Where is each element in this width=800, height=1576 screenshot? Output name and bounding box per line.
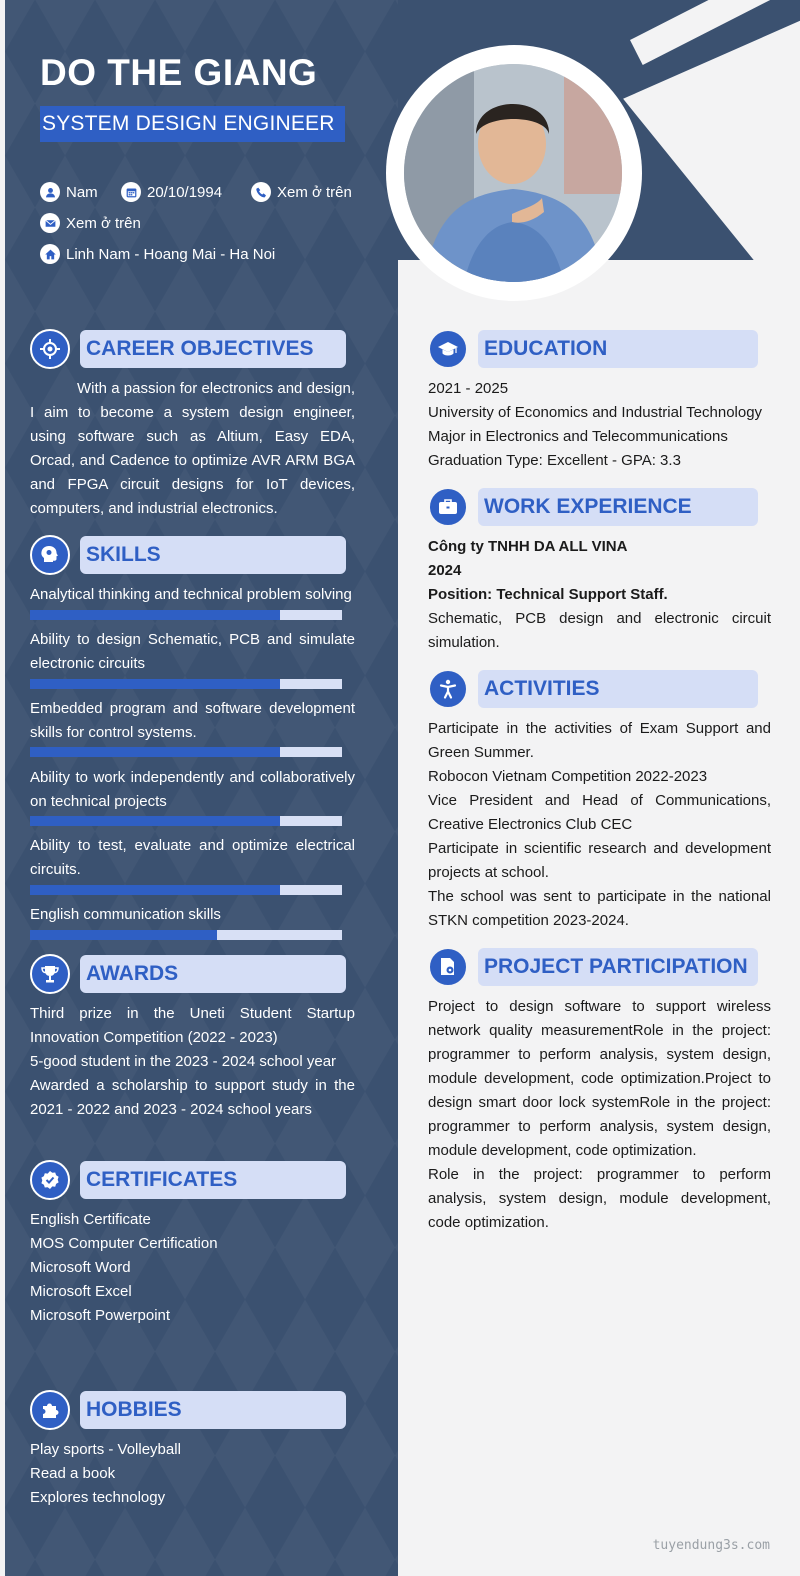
skill-level-fill xyxy=(30,747,280,757)
skill-label: Ability to test, evaluate and optimize electrical circuits. xyxy=(30,837,355,878)
skill-level-bar xyxy=(30,930,342,940)
section-title: WORK EXPERIENCE xyxy=(478,488,758,526)
activities-list xyxy=(428,717,771,933)
skill-level-fill xyxy=(30,885,280,895)
skill-label: Ability to design Schematic, PCB and simulate electronic circuits xyxy=(30,631,355,672)
contact-email xyxy=(40,213,141,233)
career-text xyxy=(30,377,355,521)
section-title: CERTIFICATES xyxy=(80,1161,346,1199)
award-item: Awarded a scholarship to support study in the 2021 - 2022 and 2023 - 2024 school years xyxy=(30,1077,355,1118)
skill-label: Embedded program and software development skills for control systems. xyxy=(30,700,355,741)
hobbies-list xyxy=(30,1438,355,1510)
avatar-photo xyxy=(404,64,622,282)
hobby-item: Read a book xyxy=(30,1465,116,1482)
skill-level-fill xyxy=(30,930,217,940)
badge-check-icon xyxy=(30,1160,70,1200)
education-major: Major in Electronics and Telecommunications xyxy=(428,428,728,445)
skill-level-bar xyxy=(30,747,342,757)
skill-level-fill xyxy=(30,610,280,620)
puzzle-icon xyxy=(30,1390,70,1430)
work-year: 2024 xyxy=(428,562,462,579)
watermark: tuyendung3s.com xyxy=(652,1538,770,1553)
skill-label: Analytical thinking and technical problem solving xyxy=(30,586,352,603)
project-item: Role in the project: programmer to perform analysis, system design, module development, code optimization. xyxy=(428,1166,771,1231)
address-value: Linh Nam - Hoang Mai - Ha Noi xyxy=(66,245,276,263)
skill-label: English communication skills xyxy=(30,906,221,923)
user-icon xyxy=(40,182,60,202)
gender-value: Nam xyxy=(66,183,98,201)
section-title: SKILLS xyxy=(80,536,346,574)
work-details xyxy=(428,535,771,655)
briefcase-icon xyxy=(428,487,468,527)
section-title: PROJECT PARTICIPATION xyxy=(478,948,758,986)
career-paragraph: With a passion for electronics and design, I aim to become a system design engineer, using software such as Altium, Easy EDA, Orcad, and Cadence to optimize AVR ARM BGA and FPGA circuit designs for IoT devices, computers, and industrial electronics. xyxy=(30,380,355,517)
skill-level-fill xyxy=(30,679,280,689)
contact-gender xyxy=(40,182,98,202)
skill-level-bar xyxy=(30,610,342,620)
certificate-item: Microsoft Excel xyxy=(30,1283,132,1300)
skill-level-bar xyxy=(30,816,342,826)
certificate-item: Microsoft Powerpoint xyxy=(30,1307,171,1324)
contact-dob xyxy=(121,182,222,202)
skill-level-bar xyxy=(30,885,342,895)
activity-item: Robocon Vietnam Competition 2022-2023 xyxy=(428,768,708,785)
certificates-heading xyxy=(30,1160,346,1200)
contact-phone xyxy=(251,182,352,202)
activities-heading xyxy=(428,669,758,709)
certificate-item: MOS Computer Certification xyxy=(30,1235,218,1252)
calendar-icon xyxy=(121,182,141,202)
hobbies-heading xyxy=(30,1390,346,1430)
home-icon xyxy=(40,244,60,264)
education-period: 2021 - 2025 xyxy=(428,380,509,397)
activity-item: Vice President and Head of Communications, Creative Electronics Club CEC xyxy=(428,792,771,833)
skill-label: Ability to work independently and collaboratively on technical projects xyxy=(30,769,355,810)
education-details xyxy=(428,377,773,473)
work-heading xyxy=(428,487,758,527)
hobby-item: Play sports - Volleyball xyxy=(30,1441,181,1458)
projects-heading xyxy=(428,947,758,987)
candidate-name: DO THE GIANG xyxy=(40,52,318,93)
brain-icon xyxy=(30,535,70,575)
award-item: Third prize in the Uneti Student Startup Innovation Competition (2022 - 2023) xyxy=(30,1005,355,1046)
certificate-item: English Certificate xyxy=(30,1211,151,1228)
job-title: SYSTEM DESIGN ENGINEER xyxy=(40,106,345,142)
graduation-cap-icon xyxy=(428,329,468,369)
skill-level-bar xyxy=(30,679,342,689)
activity-item: Participate in scientific research and development projects at school. xyxy=(428,840,771,881)
education-school: University of Economics and Industrial Technology xyxy=(428,404,763,421)
certificates-list xyxy=(30,1208,355,1328)
section-title: ACTIVITIES xyxy=(478,670,758,708)
section-title: EDUCATION xyxy=(478,330,758,368)
awards-list xyxy=(30,1002,355,1122)
awards-heading xyxy=(30,954,346,994)
trophy-icon xyxy=(30,954,70,994)
accessibility-icon xyxy=(428,669,468,709)
phone-icon xyxy=(251,182,271,202)
section-title: HOBBIES xyxy=(80,1391,346,1429)
avatar xyxy=(404,64,622,282)
hobby-item: Explores technology xyxy=(30,1489,166,1506)
work-position: Position: Technical Support Staff. xyxy=(428,586,668,603)
project-item: Project to design software to support wireless network quality measurementRole in the project: programmer to perform analysis, system design, module development, code optimization.Project to design smart door lock systemRole in the project: programmer to perform analysis, system design, module development, code optimization. xyxy=(428,998,771,1159)
skill-level-fill xyxy=(30,816,280,826)
work-description: Schematic, PCB design and electronic circuit simulation. xyxy=(428,610,771,651)
education-graduation: Graduation Type: Excellent - GPA: 3.3 xyxy=(428,452,681,469)
contact-address xyxy=(40,244,275,264)
education-heading xyxy=(428,329,758,369)
activity-item: The school was sent to participate in the national STKN competition 2023-2024. xyxy=(428,888,771,929)
projects-list xyxy=(428,995,771,1235)
section-title: AWARDS xyxy=(80,955,346,993)
award-item: 5-good student in the 2023 - 2024 school year xyxy=(30,1053,337,1070)
career-heading xyxy=(30,329,346,369)
document-gear-icon xyxy=(428,947,468,987)
skills-heading xyxy=(30,535,346,575)
activity-item: Participate in the activities of Exam Support and Green Summer. xyxy=(428,720,771,761)
email-value: Xem ở trên xyxy=(66,214,141,232)
email-icon xyxy=(40,213,60,233)
section-title: CAREER OBJECTIVES xyxy=(80,330,346,368)
target-icon xyxy=(30,329,70,369)
phone-value: Xem ở trên xyxy=(277,183,352,201)
work-company: Công ty TNHH DA ALL VINA xyxy=(428,538,628,555)
certificate-item: Microsoft Word xyxy=(30,1259,131,1276)
dob-value: 20/10/1994 xyxy=(147,183,223,201)
